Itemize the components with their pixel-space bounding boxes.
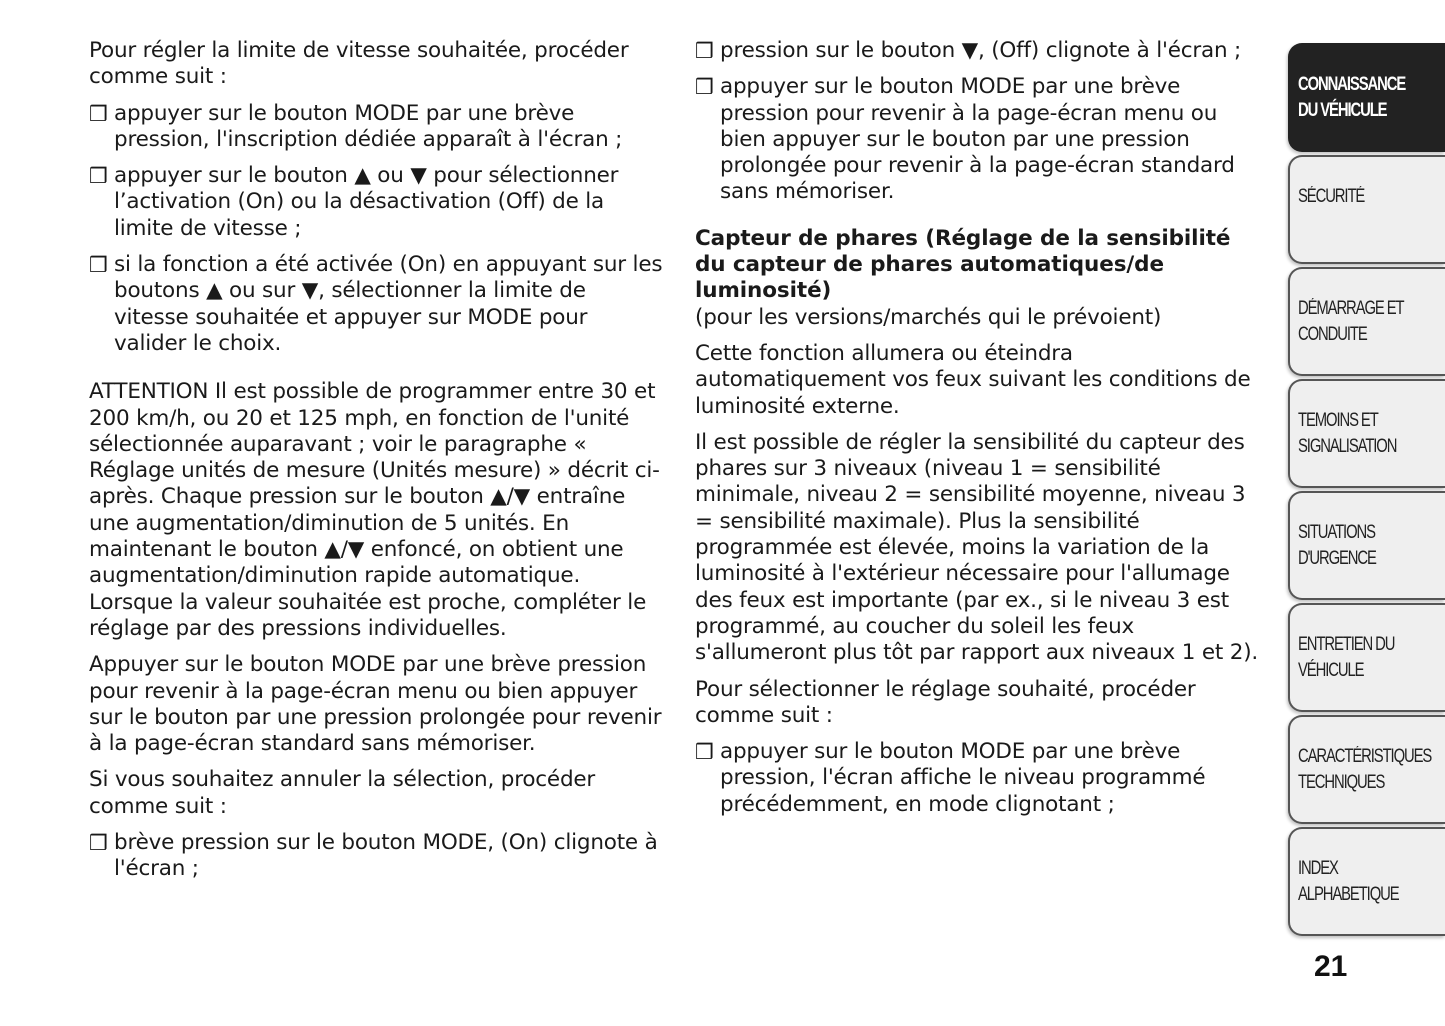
- page-number: 21: [1314, 950, 1348, 983]
- list-item: ❒ brève pression sur le bouton MODE, (On) clignote à l'écran ;: [89, 830, 658, 882]
- checkbox-bullet-icon: ❒: [695, 39, 714, 63]
- list-item: ❒ appuyer sur le bouton ▲ ou ▼ pour sélectionner l’activation (On) ou la désactivation (Off) de la limite de vitesse ;: [89, 163, 619, 241]
- list-item: ❒ si la fonction a été activée (On) en appuyant sur les boutons ▲ ou sur ▼, sélectionner la limite de vitesse souhaitée et appuyer sur MODE pour valider le choix.: [89, 252, 663, 356]
- function-paragraph: Cette fonction allumera ou éteindra automatiquement vos feux suivant les conditions de luminosité externe.: [695, 340, 1251, 419]
- checkbox-bullet-icon: ❒: [89, 253, 108, 278]
- section-heading: Capteur de phares (Réglage de la sensibilité du capteur de phares automatiques/de luminosité): [695, 225, 1231, 304]
- chapter-tabs: [1288, 43, 1445, 939]
- tab-connaissance-du-vehicule[interactable]: CONNAISSANCE DU VÉHICULE: [1288, 43, 1445, 152]
- intro-paragraph: Pour régler la limite de vitesse souhaitée, procéder comme suit :: [89, 38, 629, 90]
- tab-index-alphabetique[interactable]: INDEX ALPHABETIQUE: [1288, 827, 1445, 936]
- tab-demarrage-et-conduite[interactable]: DÉMARRAGE ET CONDUITE: [1288, 267, 1445, 376]
- attention-paragraph: ATTENTION Il est possible de programmer entre 30 et 200 km/h, ou 20 et 125 mph, en fonction de l'unité sélectionnée auparavant ; voir le paragraphe « Réglage unités de mesure (Unités mesure) » décrit ci-après. Chaque pression sur le bouton ▲/▼ entraîne une augmentation/diminution de 5 unités. En maintenant le bouton ▲/▼ enfoncé, on obtient une augmentation/diminution rapide automatique. Lorsque la valeur souhaitée est proche, compléter le réglage par des pressions individuelles.: [89, 379, 660, 641]
- checkbox-bullet-icon: ❒: [89, 101, 108, 126]
- tab-entretien-du-vehicule[interactable]: ENTRETIEN DU VÉHICULE: [1288, 603, 1445, 712]
- checkbox-bullet-icon: ❒: [695, 75, 714, 100]
- list-item: ❒ appuyer sur le bouton MODE par une brève pression, l'inscription dédiée apparaît à l'écran ;: [89, 100, 623, 152]
- select-intro-paragraph: Pour sélectionner le réglage souhaité, procéder comme suit :: [695, 676, 1196, 728]
- cancel-intro-paragraph: Si vous souhaitez annuler la sélection, procéder comme suit :: [89, 767, 596, 819]
- list-item: ❒ appuyer sur le bouton MODE par une brève pression, l'écran affiche le niveau programmé précédemment, en mode clignotant ;: [695, 739, 1206, 817]
- checkbox-bullet-icon: ❒: [89, 164, 108, 189]
- checkbox-bullet-icon: ❒: [695, 740, 714, 765]
- tab-temoins-et-signalisation[interactable]: TEMOINS ET SIGNALISATION: [1288, 379, 1445, 488]
- left-column: [89, 38, 664, 893]
- tab-caracteristiques-techniques[interactable]: CARACTÉRISTIQUES TECHNIQUES: [1288, 715, 1445, 824]
- mode-return-paragraph: Appuyer sur le bouton MODE par une brève pression pour revenir à la page-écran menu ou bien appuyer sur le bouton par une pression prolongée pour revenir à la page-écran standard sans mémoriser.: [89, 652, 662, 757]
- list-item: ❒ appuyer sur le bouton MODE par une brève pression pour revenir à la page-écran menu ou bien appuyer sur le bouton par une pression prolongée pour revenir à la page-écran standard sans mémoriser.: [695, 74, 1235, 205]
- tab-securite[interactable]: SÉCURITÉ: [1288, 155, 1445, 264]
- sensitivity-paragraph: Il est possible de régler la sensibilité du capteur des phares sur 3 niveaux (niveau 1 = sensibilité minimale, niveau 2 = sensibilité moyenne, niveau 3 = sensibilité maximale). Plus la sensibilité programmée est élevée, moins la variation de la luminosité à l'extérieur nécessaire pour l'allumage des feux est importante (par ex., si le niveau 3 est programmé, au coucher du soleil les feux s'allumeront plus tôt par rapport aux niveaux 1 et 2).: [695, 429, 1259, 666]
- checkbox-bullet-icon: ❒: [89, 831, 108, 856]
- tab-situations-d-urgence[interactable]: SITUATIONS D'URGENCE: [1288, 491, 1445, 600]
- heading-note: (pour les versions/marchés qui le prévoient): [695, 304, 1162, 330]
- right-column: [695, 38, 1267, 828]
- list-item: ❒ pression sur le bouton ▼, (Off) clignote à l'écran ;: [695, 38, 1242, 63]
